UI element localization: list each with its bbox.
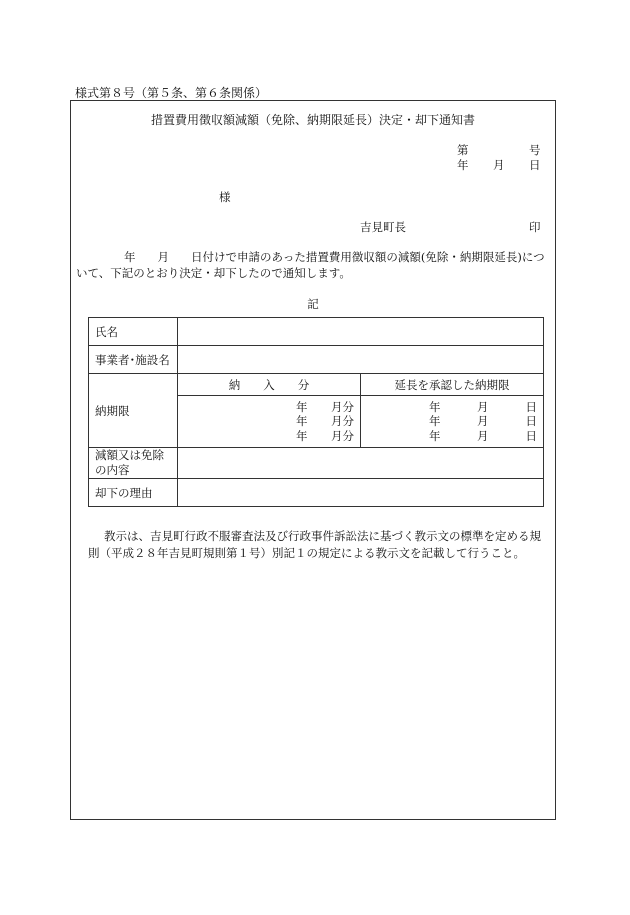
body-year: 年 — [124, 250, 136, 264]
extension-dates — [361, 396, 544, 448]
body-text: 日付けで申請のあった措置費用徴収額の減額(免除・納期限延長)について、下記のとおり決定・却下したので通知します。 — [76, 250, 545, 280]
addressee-honorific: 様 — [219, 190, 231, 204]
table-row — [89, 448, 544, 479]
payment-month: 月分 — [331, 399, 354, 414]
document-number-suffix: 号 — [529, 143, 541, 157]
document-title: 措置費用徴収額減額（免除、納期限延長）決定・却下通知書 — [150, 113, 475, 127]
issuer-name: 吉見町長 — [360, 220, 406, 234]
extension-month: 月 — [477, 399, 489, 414]
form-number: 様式第８号（第５条、第６条関係） — [75, 86, 268, 100]
notice-frame — [70, 100, 556, 820]
payment-dates — [178, 396, 361, 448]
extension-year: 年 — [429, 399, 441, 414]
ki-heading: 記 — [307, 297, 319, 311]
payment-month: 月分 — [331, 414, 354, 429]
extension-month: 月 — [477, 428, 489, 443]
name-value — [178, 318, 544, 346]
extension-year: 年 — [429, 428, 441, 443]
payment-column-header: 納 入 分 — [178, 374, 361, 396]
payment-month: 月分 — [331, 428, 354, 443]
instruction-note: 教示は、吉見町行政不服審査法及び行政事件訴訟法に基づく教示文の標準を定める規則（平成２８年吉見町規則第１号）別記１の規定による教示文を記載して行うこと。 — [88, 529, 541, 560]
issue-date-day: 日 — [529, 158, 541, 172]
reduction-label: 減額又は免除の内容 — [89, 448, 178, 479]
extension-date-row — [367, 400, 537, 415]
detail-table — [88, 317, 544, 507]
extension-column-header: 延長を承認した納期限 — [361, 374, 544, 396]
extension-date-row — [367, 414, 537, 429]
rejection-value — [178, 479, 544, 507]
payment-year: 年 — [296, 399, 308, 414]
table-row — [89, 346, 544, 374]
payment-date-row — [184, 429, 354, 444]
rejection-label: 却下の理由 — [89, 479, 178, 507]
facility-label: 事業者･施設名 — [89, 346, 178, 374]
document-number-label: 第 — [457, 143, 469, 157]
reduction-value — [178, 448, 544, 479]
name-label: 氏名 — [89, 318, 178, 346]
extension-day: 日 — [525, 428, 537, 443]
table-row — [89, 479, 544, 507]
facility-value — [178, 346, 544, 374]
seal-mark: 印 — [529, 220, 541, 234]
payment-year: 年 — [296, 414, 308, 429]
table-row — [89, 318, 544, 346]
issue-date-month: 月 — [493, 158, 505, 172]
table-row — [89, 374, 544, 396]
issue-date-year: 年 — [457, 158, 469, 172]
payment-year: 年 — [296, 428, 308, 443]
extension-day: 日 — [525, 414, 537, 429]
extension-date-row — [367, 429, 537, 444]
extension-day: 日 — [525, 399, 537, 414]
deadline-label: 納期限 — [89, 374, 178, 448]
payment-date-row — [184, 400, 354, 415]
body-month: 月 — [157, 250, 169, 264]
notice-body — [76, 249, 552, 281]
extension-month: 月 — [477, 414, 489, 429]
payment-date-row — [184, 414, 354, 429]
extension-year: 年 — [429, 414, 441, 429]
